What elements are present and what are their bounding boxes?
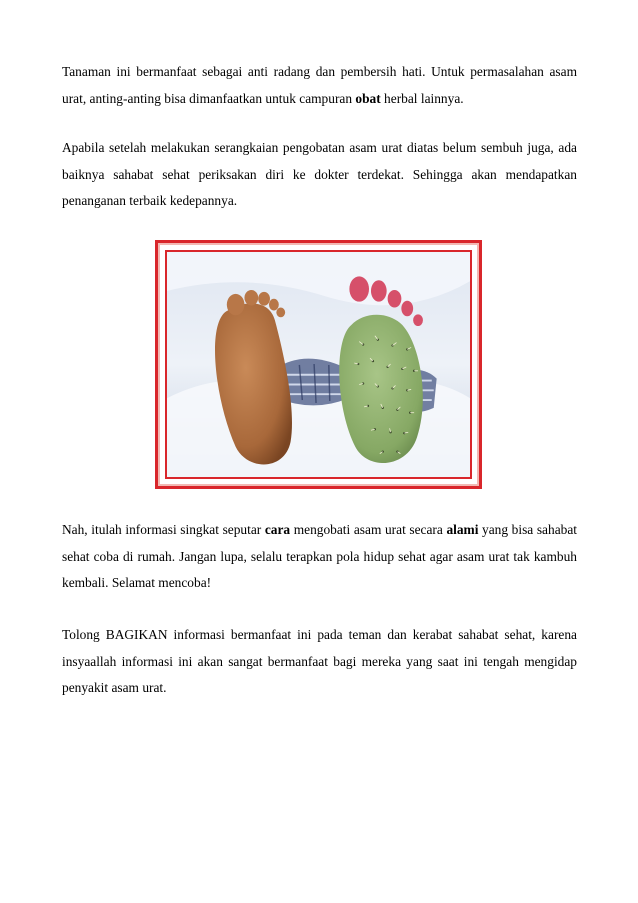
paragraph-text: Tanaman ini bermanfaat sebagai anti radang dan pembersih hati. Untuk permasalahan asam urat, anting-anting bisa dimanfaatkan untuk campuran [62,64,577,106]
paragraph-see-doctor: Apabila setelah melakukan serangkaian pengobatan asam urat diatas belum sembuh juga, ada baiknya sahabat sehat periksakan diri ke dokter terdekat. Sehingga akan mendapatkan penanganan terbaik kedepannya. [62,140,577,208]
foot-cactus-figure [155,240,482,489]
paragraph-herbal-use [62,59,577,112]
bold-link-cara: cara [264,522,291,537]
bold-link-alami: alami [446,522,479,537]
bold-link-obat: obat [355,90,381,106]
paragraph-text: herbal lainnya. [380,90,464,106]
paragraph-text: Nah, itulah informasi singkat seputar [62,522,265,537]
foot-and-cactus-illustration [167,252,470,477]
paragraph-share-request: Tolong BAGIKAN informasi bermanfaat ini pada teman dan kerabat sahabat sehat, karena insyaallah informasi ini akan sangat bermanfaat bagi mereka yang saat ini tengah mengidap penyakit asam urat. [62,627,577,695]
paragraph-text: mengobati asam urat secara [290,522,447,537]
figure-image [165,250,472,479]
paragraph-conclusion [62,517,577,597]
paragraph-text: yang bisa sahabat sehat coba di rumah. Jangan lupa, selalu terapkan pola hidup sehat agar asam urat tak kambuh kembali. Selamat mencoba! [62,522,577,590]
